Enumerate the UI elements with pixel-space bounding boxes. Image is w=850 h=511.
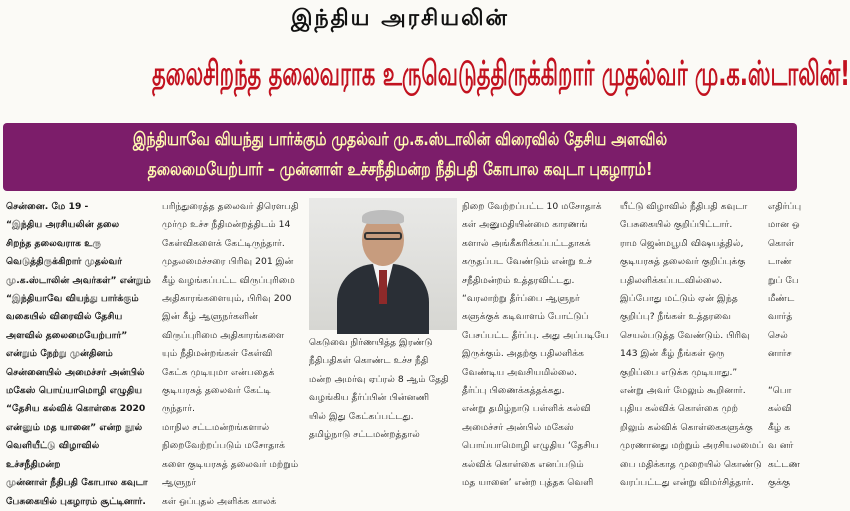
text-line: கேள்விகளைக் கேட்டிருந்தார். [162, 237, 285, 249]
text-line: மாநில சட்டமன்றங்களால் [162, 421, 270, 433]
text-line: செல் [768, 329, 788, 341]
photo-tie [379, 270, 387, 304]
text-line: வரப்பட்டது என்று விமர்சித்தார். [620, 477, 754, 489]
text-line: பேசுகையில் புகழாரம் சூட்டினார். [6, 495, 146, 507]
text-line: பதிலளிக்கப்படவில்லை. [620, 274, 723, 286]
text-line: னார்ச [768, 348, 792, 360]
text-line: மகேஸ் பொய்யாமொழி எழுதிய [6, 385, 143, 397]
text-line: இருக்கும். அதற்கு பதிலளிக்க [462, 348, 585, 360]
text-line: வகையில் விரைவில் தேசிய [6, 311, 123, 323]
text-line: வார்த் [768, 311, 793, 323]
text-line: வெளியீட்டு விழாவில் உச்சநீதிமன்ற [6, 440, 100, 470]
text-line: நீதிபதிகள் கொண்ட உச்ச நீதி [309, 355, 429, 367]
text-line: பை மதிக்காத முறையில் கொண்டு [620, 458, 762, 470]
text-line: அதிகாரங்களையும், பிரிவு 200 [162, 293, 292, 305]
text-line: என்னும் மத யானை” என்ற நூல் [6, 421, 143, 433]
text-line: தமிழ்நாடு சட்டமன்றத்தால் [309, 429, 420, 441]
text-line: கீழ் க [768, 421, 791, 433]
subhead-banner [3, 123, 797, 191]
text-line: வெடுத்திருக்கிறார் முதல்வர் [6, 256, 123, 268]
text-line: சநீதிமன்றம் உத்தரவிட்டது. [462, 274, 575, 286]
text-line: குறிப்பை எடுக்க முடியாது.” [620, 366, 738, 378]
portrait-photo [309, 198, 457, 330]
text-line: ராம ஜென்மபூமி விஷயத்தில், [620, 237, 744, 249]
text-line: வழங்கிய தீர்ப்பின் பின்னணி [309, 392, 430, 404]
text-line: “வரலாற்று தீர்ப்பை ஆளுநர் [462, 293, 580, 305]
text-line: கள் அனுமதியின்மை காரணங் [462, 219, 588, 231]
subhead-line-1: இந்தியாவே வியந்து பார்க்கும் முதல்வர் மு.க.ஸ்டாலின் விரைவில் தேசிய அளவில் [132, 129, 668, 150]
text-line: செயல்படுத்த வேண்டும். பிரிவு [620, 329, 750, 341]
text-line: தீர்ப்பு பிணைக்கத்தக்கது. [462, 385, 565, 397]
text-line: மீண்ட [768, 293, 795, 305]
text-line: வ னர் [768, 440, 794, 452]
text-line: மான ஒ [768, 219, 800, 231]
text-line: பொய்யாமொழி எழுதிய ‘தேசிய [462, 440, 599, 452]
text-line: கெடுவை நிர்ணயித்த இரண்டு [309, 337, 433, 348]
text-line: கள் ஒப்புதல் அளிக்க காலக் [162, 495, 277, 507]
text-line: பேசப்பட்ட தீர்ப்பு. அது அப்படியே [462, 329, 609, 341]
text-line: அமைச்சர் அன்பில் மகேஸ் [462, 421, 574, 433]
text-line: கட்டண [768, 458, 801, 470]
text-line [768, 364, 800, 382]
text-line: இன் கீழ் ஆளுநர்களின் [162, 311, 259, 323]
text-line: முர்மு உச்ச நீதிமன்றத்திடம் 14 [162, 219, 291, 231]
text-line: 143 இன் கீழ் நீங்கள் ஒரு [620, 348, 725, 360]
subhead-line-2: தலைமையேற்பார் – முன்னாள் உச்சநீதிமன்ற நீதிபதி கோபால கவுடா புகழாரம்! [147, 159, 653, 180]
text-line: களை குடியரசுத் தலைவர் மற்றும் ஆளுநர் [162, 458, 299, 489]
text-line: கொள் [768, 237, 795, 249]
text-line: யீட்டு விழாவில் நீதிபதி கவுடா [620, 201, 748, 212]
text-line: என்றும் நேற்று முன்தினம் [6, 348, 113, 360]
text-line: மத யானை’ என்ற புத்தக வெளி [462, 477, 594, 489]
text-line: சென்னை. மே 19 - [6, 201, 89, 212]
text-line: குக்கு [768, 477, 791, 489]
photo-caption-text [309, 334, 459, 444]
text-line: நிறை வேற்றப்பட்ட 10 மசோதாக் [462, 201, 602, 212]
text-line: மன்ற அமர்வு ஏப்ரல் 8 ஆம் தேதி [309, 373, 449, 385]
text-line: குடியரசுத் தலைவர் கேட்டி [162, 385, 271, 397]
text-line: என்று தமிழ்நாடு பள்ளிக் கல்வி [462, 403, 591, 415]
text-line: யும் நீதிமன்றங்கள் கேள்வி [162, 348, 273, 360]
photo-glasses [364, 232, 402, 240]
text-line: “பொ [768, 385, 792, 397]
text-line: அளவில் தலைமையேற்பார்” [6, 329, 128, 341]
text-line: முரணானது மற்றும் அரசியலமைப் [620, 440, 764, 452]
text-line: களால் அங்கீகரிக்கப்பட்டதாகக் [462, 237, 591, 249]
text-line: களுக்குக் கடிவாளம் போட்டுப் [462, 311, 589, 323]
text-line: றுப் பே [768, 274, 799, 286]
text-line: சென்னையில் அமைச்சர் அன்பில் [6, 366, 145, 378]
text-line: வேண்டிய அவசியமில்லை. [462, 366, 578, 378]
article-column-3 [462, 198, 612, 489]
article-column-2 [162, 198, 304, 507]
text-line: கேட்க முடியுமா என்பதைக் [162, 366, 275, 378]
text-line: பேசுகையில் குறிப்பிட்டார். [620, 219, 733, 231]
text-line: விருப்புரிமை அதிகாரங்களை [162, 329, 285, 341]
text-line: கல்வி [768, 403, 792, 415]
text-line: என்று அவர் மேலும் கூறினார். [620, 385, 746, 397]
text-line: யில் இது கேட்கப்பட்டது. [309, 410, 414, 422]
article-column-5-cut [768, 198, 802, 489]
text-line: கீழ் வழங்கப்பட்ட விருப்புரிமை [162, 274, 295, 286]
text-line: குடியரசுத் தலைவர் குறிப்புக்கு [620, 256, 746, 268]
text-line: நிறைவேற்றப்படும் மசோதாக் [162, 440, 286, 452]
text-line: முன்னாள் நீதிபதி கோபால கவுடா [6, 477, 148, 489]
text-line: குறிப்பு? நீங்கள் உத்தரவை [620, 311, 732, 323]
text-line: பரிந்துரைத்த தலைவர் திரௌபதி [162, 201, 299, 212]
text-line: “இந்திய அரசியலின் தலை [6, 219, 120, 231]
text-line: எதிர்ப்பு [768, 201, 802, 212]
text-line: “இந்தியாவே வியந்து பார்க்கும் [6, 293, 139, 305]
section-kicker: இந்திய அரசியலின் [291, 6, 509, 31]
photo-hair [362, 210, 404, 224]
text-line: இப்போது மட்டும் ஏன் இந்த [620, 293, 738, 305]
text-line: ருந்தார். [162, 403, 195, 415]
text-line: றிலும் கல்விக் கொள்கைகளுக்கு [620, 421, 753, 433]
article-column-4 [620, 198, 765, 489]
text-line: கருதப்பட வேண்டும் என்று உச் [462, 256, 592, 268]
text-line: புதிய கல்விக் கொள்கை முற் [620, 403, 738, 415]
text-line: கல்விக் கொள்கை எனப்படும் [462, 458, 584, 470]
headline: தலைசிறந்த தலைவராக உருவெடுத்திருக்கிறார் முதல்வர் மு.க.ஸ்டாலின்! [152, 54, 850, 94]
text-line: முதலமைச்சரை பிரிவு 201 இன் [162, 256, 294, 268]
text-line: சிறந்த தலைவராக உரு [6, 237, 102, 249]
text-line: டாண் [768, 256, 792, 268]
text-line: “தேசிய கல்விக் கொள்கை 2020 [6, 403, 146, 415]
text-line: மு.க.ஸ்டாலின் அவர்கள்” என்றும் [6, 274, 151, 286]
article-column-1 [6, 198, 156, 507]
